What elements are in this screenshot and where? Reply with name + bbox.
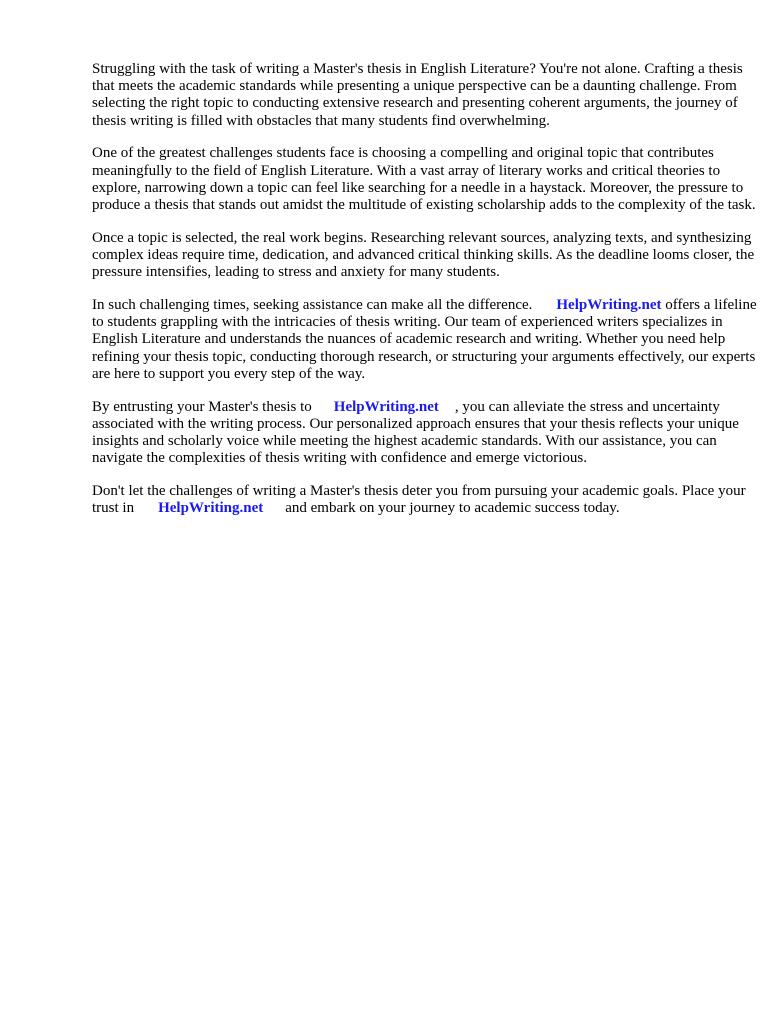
paragraph-entrusting [92,399,758,468]
paragraph-closing-text-after: and embark on your journey to academic success today. [285,500,620,517]
paragraph-entrusting-text-before: By entrusting your Master's thesis to [92,398,312,415]
paragraph-assistance-text-after: offers a lifeline to students grappling with the intricacies of thesis writing. Our team of experienced writers specializes in English Literature and understands the nuances of academic research and writing. Whether you need help refining your thesis topic, conducting thorough research, or structuring your arguments effectively, our experts are here to support you every step of the way. [92,297,757,382]
document-body [92,61,758,533]
paragraph-topic-challenge: One of the greatest challenges students face is choosing a compelling and original topic that contributes meaningfully to the field of English Literature. With a vast array of literary works and critical theories to explore, narrowing down a topic can feel like searching for a needle in a haystack. Moreover, the pressure to produce a thesis that stands out amidst the multitude of existing scholarship adds to the complexity of the task. [92,145,756,214]
paragraph-research: Once a topic is selected, the real work begins. Researching relevant sources, analyzing texts, and synthesizing complex ideas require time, dedication, and advanced critical thinking skills. As the deadline looms closer, the pressure intensifies, leading to stress and anxiety for many students. [92,229,755,281]
paragraph-assistance-text-before: In such challenging times, seeking assistance can make all the difference. [92,297,533,314]
helpwriting-link[interactable]: HelpWriting.net [556,297,662,314]
paragraph-intro: Struggling with the task of writing a Master's thesis in English Literature? You're not alone. Crafting a thesis that meets the academic standards while presenting a unique perspective can be a daunting challenge. From selecting the right topic to conducting extensive research and presenting coherent arguments, the journey of thesis writing is filled with obstacles that many students find overwhelming. [92,61,743,129]
helpwriting-link[interactable]: HelpWriting.net [333,398,439,415]
paragraph-closing [92,483,758,517]
paragraph-closing-text-before: Don't let the challenges of writing a Master's thesis deter you from pursuing your academic goals. Place your trust in [92,483,746,517]
paragraph-entrusting-text-after: , you can alleviate the stress and uncertainty associated with the writing process. Our personalized approach ensures that your thesis reflects your unique insights and scholarly voice while meeting the highest academic standards. With our assistance, you can navigate the complexities of thesis writing with confidence and emerge victorious. [92,398,739,467]
paragraph-assistance [92,297,758,383]
helpwriting-link[interactable]: HelpWriting.net [158,500,264,517]
